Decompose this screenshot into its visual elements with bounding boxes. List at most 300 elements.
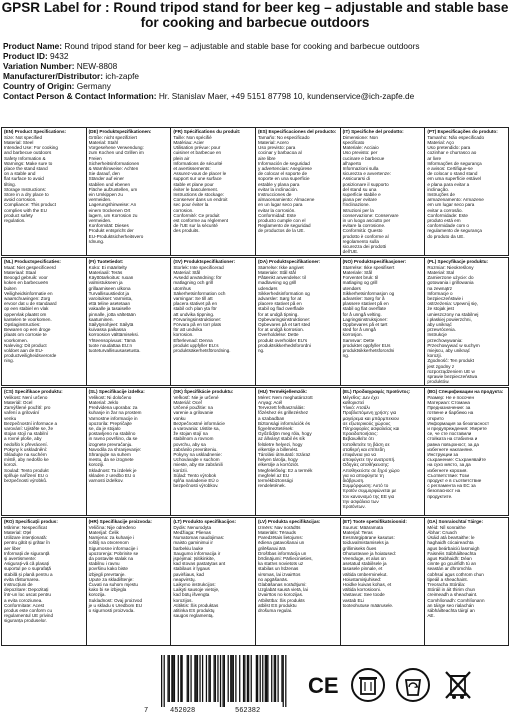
spec-line: soporte en una superficie <box>258 176 310 182</box>
spec-line: főzéshez és grillezéshez <box>258 410 309 416</box>
spec-cell <box>424 128 509 255</box>
spec-line: elkerülje a billenést. <box>258 446 299 452</box>
spec-line: atbilst ES produktu <box>258 602 297 608</box>
spec-line: Αποθηκεύστε σε ξηρό χώρο <box>342 467 400 473</box>
spec-cell <box>86 258 171 385</box>
spec-line: Material: Acero <box>258 139 289 145</box>
spec-line: Käyttötarkoitus: ruoan <box>88 275 134 281</box>
spec-line: povrchu, aby sa <box>173 441 206 447</box>
spec-line: Информация за безопасност <box>427 420 490 426</box>
spec-line: се, че сте поставили <box>427 431 472 437</box>
spec-line: plassere stativet på en <box>342 301 389 307</box>
spec-line: e plana para evitar a <box>427 181 470 187</box>
spec-line: Opslaginstructies: <box>4 321 41 327</box>
spec-line: produkt overholder EU's <box>258 337 308 343</box>
spec-line: Naleving: Dit product <box>4 342 47 348</box>
rubbish-bin-icon <box>350 667 386 703</box>
spec-line: Sie darauf, den <box>88 171 120 177</box>
spec-line: a rovné ploše, aby <box>4 436 42 442</box>
spec-line: Dimensione: Non <box>342 134 378 140</box>
spec-line: Atbilstība: Šis produkts <box>258 597 305 603</box>
barcode-bar <box>210 655 211 702</box>
spec-line: evita răsturnarea. <box>4 576 40 582</box>
spec-line: produktsikkerhedsforordni <box>258 342 311 348</box>
spec-line: madlavning og grill <box>258 280 297 286</box>
barcode-bar <box>173 655 174 702</box>
spec-line: EU-Produktsicherheitsvero <box>88 233 144 239</box>
spec-line: virsmas, lai izvairītos <box>258 571 301 577</box>
spec-line: Velikost: Ni določeno <box>88 394 132 400</box>
spec-line: Hoiustamisjuhised: <box>342 576 382 582</box>
spec-line: Produkt entspricht der <box>88 228 134 234</box>
spec-line: продукт е в съответствие <box>427 477 482 483</box>
spec-line: voorkomen. <box>4 337 29 343</box>
spec-cell <box>86 388 171 515</box>
spec-line: продуктите. <box>427 493 453 499</box>
spec-line: Koko: Ei määritelty <box>88 264 127 270</box>
spec-line: and barbecue outdoors <box>4 150 52 156</box>
barcode-bar <box>181 655 182 702</box>
spec-line: termékbiztonsági <box>258 477 293 483</box>
spec-cell <box>340 128 425 255</box>
barcode-bar <box>208 655 209 702</box>
spec-line: de l'UE sur la sécurité <box>173 223 218 229</box>
spec-row <box>1 517 509 646</box>
spec-heading: (SK) Špecifikácie produktu: <box>173 389 234 394</box>
spec-line: & Warnhinweise: Achten <box>88 165 139 171</box>
barcode-bar <box>262 655 263 702</box>
spec-line: Varnostne informacije in <box>88 415 138 421</box>
spec-line: on a stable and <box>4 171 36 177</box>
spec-line: produktsikkerhetsforordni <box>342 347 395 353</box>
spec-line: Warnings: Make sure to <box>4 160 53 166</box>
spec-line: την ασφάλεια των <box>342 498 379 504</box>
spec-line: korrosjon. <box>342 332 363 338</box>
spec-line: Numatomas naudojimas: <box>173 535 225 541</box>
spec-heading: (EN) Product Specifications: <box>4 129 67 134</box>
spec-cell <box>340 388 425 515</box>
spec-line: complies with the EU <box>4 207 47 213</box>
info-label: Product ID: <box>3 51 48 61</box>
spec-line: in un luogo asciutto per <box>342 217 391 223</box>
spec-line: seastán ar dhromchla <box>427 566 472 572</box>
spec-line: Izmērs: Nav norādīts <box>258 524 301 530</box>
spec-cell <box>170 388 255 515</box>
barcode-bar <box>239 655 240 702</box>
spec-line: creimeadh a sheachaint. <box>427 592 478 598</box>
spec-heading: (HU) Termékjellemzők: <box>258 389 308 394</box>
info-label: Product Name: <box>3 41 63 51</box>
spec-line: megfelel az EU <box>258 472 290 478</box>
spec-line: valmistukseen ja <box>88 280 123 286</box>
spec-line: προειδοποιήσεις: <box>342 431 378 437</box>
spec-line: επιφάνεια για να <box>342 451 377 457</box>
barcode-digits-mid: 452028 <box>170 707 196 715</box>
spec-cell <box>170 128 255 255</box>
spec-line: upozorenja: Pobrinite se <box>88 550 139 556</box>
spec-line: korózii. <box>173 467 188 473</box>
spec-line: Opbevaringsinstruktioner: <box>258 316 311 322</box>
spec-line: Πληροφορίες ασφαλείας και <box>342 425 400 431</box>
spec-line: rendeletének. <box>258 483 286 489</box>
barcode-bar <box>224 655 225 707</box>
spec-line: sprawie bezpieczeństwa <box>427 373 478 379</box>
spec-line: mieste, aby ste zabránili <box>173 462 223 468</box>
barcode-bar <box>202 655 203 702</box>
spec-line: Utilisation prévue: pour <box>173 145 221 151</box>
spec-line: varování: Ujistěte se, že <box>4 425 54 431</box>
spec-line: Dydis: Nenurodyta <box>173 524 212 530</box>
spec-line: Uchovávajte v suchom <box>173 457 220 463</box>
spec-line: pentru gătit și grătar în <box>4 540 50 546</box>
spec-line: τον κανονισμό της ΕΕ για <box>342 493 395 499</box>
spec-line: Sukladnost: Ovaj proizvod <box>88 597 143 603</box>
info-label: Variation Number: <box>3 61 75 71</box>
spec-line: Οδηγίες αποθήκευσης: <box>342 462 390 468</box>
barcode-bar <box>197 655 198 702</box>
spec-line: Méid: Níl sonraithe <box>427 524 466 530</box>
spec-line: ein Umkippen zu <box>88 191 123 197</box>
spec-line: Conserver dans un endroit <box>173 197 228 203</box>
spec-line: o sigurnosti proizvoda. <box>88 607 135 613</box>
spec-line: stable et plane pour <box>173 181 214 187</box>
spec-line: produktet oppfyller EUs <box>342 342 391 348</box>
spec-line: Material: Aço <box>427 139 454 145</box>
spec-line: Intended Use: For cooking <box>4 145 58 151</box>
spec-line: evitar la corrosión. <box>258 207 296 213</box>
spec-line: ar livre <box>427 155 442 161</box>
spec-line: Skladujte na suchém <box>4 451 47 457</box>
spec-line: Zgodność: Ten produkt <box>427 358 474 364</box>
spec-line: mestu, da se izognete <box>88 457 134 463</box>
barcode-bar <box>220 655 221 707</box>
spec-heading: (ES) Especificaciones del producto: <box>258 129 337 134</box>
spec-line: evitar a corrosão. <box>427 207 463 213</box>
spec-line: Ständer auf einer <box>88 176 124 182</box>
spec-line: stabil og flat overflate <box>342 306 387 312</box>
spec-line: evitar la inclinación. <box>258 186 299 192</box>
spec-line: Eesmärgipärane kasutus: <box>342 535 395 541</box>
spec-line: Reglamento de seguridad <box>258 223 311 229</box>
spec-line: Saugumo informacija ir <box>173 550 221 556</box>
spec-line: em uma superfície estável <box>427 176 481 182</box>
barcode-bar <box>167 655 168 702</box>
spec-line: Utilizare intenționată: <box>4 535 47 541</box>
spec-line: placere stativet på en <box>258 301 302 307</box>
spec-line: Materiál: Oceľ <box>173 399 202 405</box>
spec-line: support sur une surface <box>173 176 222 182</box>
spec-line: Conformité: Ce produit <box>173 212 220 218</box>
spec-line: do produto da UE. <box>427 233 465 239</box>
spec-line: stojan stojí na stabilní <box>4 431 49 437</box>
spec-line: agus beárbaiciú lasmuigh <box>427 545 480 551</box>
spec-line: Materijal: Čelik <box>88 529 119 535</box>
info-line <box>3 81 508 91</box>
spec-line: Materiale: Stål <box>342 269 373 275</box>
spec-line: Materiāls: Tērauds <box>258 529 296 535</box>
spec-line: Material: Stahl <box>88 139 119 145</box>
spec-line: lagern, um Korrosion zu <box>88 212 138 218</box>
spec-line: plaats om corrosie te <box>4 332 47 338</box>
spec-line: vaření a grilování <box>4 410 40 416</box>
barcode-bar <box>260 655 261 702</box>
spec-line: Určené použitie: na <box>173 405 213 411</box>
spec-line: barbekiu lauke <box>173 545 204 551</box>
spec-line: bezpieczeństwie i <box>427 295 464 301</box>
spec-line: Medžiaga: Plienas <box>173 529 211 535</box>
spec-line: Matériau: Acier <box>173 139 204 145</box>
spec-line: Instrukcje <box>427 332 447 338</box>
spec-line: Úsáid atá beartaithe: le <box>427 535 475 541</box>
spec-line: sec pour éviter la <box>173 202 209 208</box>
spec-line: stabilen und ebenen <box>88 181 131 187</box>
spec-cell <box>170 258 255 385</box>
spec-line: kuhanje in žar na prostem <box>88 410 142 416</box>
spec-line: vonku <box>173 415 186 421</box>
spec-cell <box>340 518 425 645</box>
spec-line: jest zgodny z <box>427 363 455 369</box>
barcode-bar <box>213 655 214 702</box>
spec-line: stabilnom a rovnom <box>173 436 214 442</box>
barcode-bar <box>217 655 218 702</box>
spec-line: bezpečnosti výrobků. <box>4 477 48 483</box>
spec-line: Efterlevnad: Denna <box>173 337 213 343</box>
spec-line: готвене и барбекю на <box>427 410 474 416</box>
spec-line: Größe: nicht spezifiziert <box>88 134 137 140</box>
spec-line: vermeiden. <box>88 197 112 203</box>
spec-line: splňuje nařízení EU o <box>4 472 48 478</box>
spec-line: regulamentul UE privind <box>4 613 54 619</box>
spec-line: superficie stabile e <box>342 191 381 197</box>
spec-line: Informações de segurança <box>427 160 482 166</box>
spec-line: Vorgesehene Verwendung: <box>88 145 144 151</box>
spec-line: Informacje o <box>427 290 453 296</box>
spec-line: Store in a dry place to <box>4 191 49 197</box>
spec-heading: (IT) Specifiche del prodotto: <box>342 129 404 134</box>
spec-line: τοποθετείτε τη βάση σε <box>342 441 390 447</box>
spec-cell <box>424 388 509 515</box>
spec-line: maisto gaminimui ir <box>173 540 213 546</box>
spec-line: Stóráil in áit thirim chun <box>427 587 476 593</box>
spec-line: prodotto è conforme al <box>342 233 389 239</box>
spec-line: Uso previsto: per <box>342 150 378 156</box>
barcode-bar <box>187 655 188 702</box>
barcode-bar <box>243 655 244 702</box>
spec-line: Navodila za shranjevanje: <box>88 446 142 452</box>
spec-line: plein air <box>173 155 190 161</box>
spec-line: равна повърхност, за да <box>427 441 479 447</box>
spec-line: Påtænkt anvendelse: til <box>258 275 306 281</box>
spec-line: Συμμόρφωση: Αυτό το <box>342 483 389 489</box>
spec-line: Veiligheidsinformatie en <box>4 290 53 296</box>
spec-line: siguranța produselor. <box>4 618 47 624</box>
spec-line: armazenamento: Armazene <box>427 197 484 203</box>
spec-line: spĺňa nariadenie EÚ o <box>173 477 219 483</box>
spec-line: Sikkerhedsinformation og <box>258 290 310 296</box>
spec-line: Comhlíonadh: Comhlíonann <box>427 597 485 603</box>
spec-line: vastab ELi <box>342 597 365 603</box>
spec-line: utendørs <box>342 285 361 291</box>
spec-line: Material: Stål <box>173 269 201 275</box>
spec-line: Förvara på en torr plats <box>173 321 222 327</box>
spec-line: varnosti izdelkov. <box>88 477 124 483</box>
spec-line: Uso pretendido: para <box>427 145 471 151</box>
spec-line: Materiał: Stal <box>427 269 455 275</box>
barcode-bar <box>256 655 257 702</box>
spec-line: Instrucciones de <box>258 191 292 197</box>
spec-line: Size: Not specified <box>4 134 43 140</box>
spec-line: Przechowywać w suchym <box>427 342 480 348</box>
spec-line: tooteohutuse määrusele. <box>342 602 394 608</box>
spec-line: toiduvalmistamiseks ja <box>342 540 389 546</box>
spec-line: des produits. <box>173 228 200 234</box>
spec-line: Freien <box>88 155 102 161</box>
spec-heading: (FR) Spécifications du produit: <box>173 129 241 134</box>
spec-line: umieszczony na stabilnej <box>427 311 479 317</box>
footer <box>0 655 510 719</box>
spec-line: Materiale: Acciaio <box>342 145 379 151</box>
info-value: ich-zapfe <box>105 71 140 81</box>
barcode-bar <box>235 655 236 702</box>
spec-line: että teline asetetaan <box>88 301 131 307</box>
spec-line: Uso previsto: para <box>258 145 296 151</box>
spec-cell <box>1 128 86 255</box>
barcode-bar <box>244 655 245 702</box>
spec-line: Μέγεθος: Δεν έχει <box>342 394 379 400</box>
spec-line: ka statīvs novietots uz <box>258 561 304 567</box>
spec-line: μαγείρεμα και μπάρμπεκιου <box>342 415 400 421</box>
spec-heading: (DE) Produktspezifikationen: <box>88 129 152 134</box>
spec-line: för att undvika <box>173 327 203 333</box>
spec-line: se, da je stojalo <box>88 425 121 431</box>
barcode-bar <box>199 655 200 702</box>
spec-line: Hoidke kuivas kohas, et <box>342 581 392 587</box>
spec-line: kaatuminen. <box>88 316 114 322</box>
spec-line: Storage Instructions: <box>4 186 47 192</box>
spec-line: Treoracha Stórála: <box>427 581 466 587</box>
spec-line: bezpečnosti výrobkov. <box>173 483 219 489</box>
spec-line: produto está em <box>427 217 461 223</box>
spec-line: att undvika tippning. <box>173 311 215 317</box>
spec-line: Материал: Стомана <box>427 399 470 405</box>
info-value: NEW-8808 <box>76 61 118 71</box>
spec-line: almacenamiento: Almacene <box>258 197 315 203</box>
spec-line: je u skladu s Uredbom EU <box>88 602 143 608</box>
spec-line: de productos de la UE. <box>258 228 305 234</box>
spec-line: ervoor dat u de standaard <box>4 301 57 307</box>
info-line <box>3 61 508 71</box>
spec-line: Istruzioni per la <box>342 207 374 213</box>
spec-line: Suurus: Määramata <box>342 524 383 530</box>
spec-line: Glabāšanas norādījumi: <box>258 581 307 587</box>
spec-line: product safety <box>4 212 33 218</box>
spec-line: neapvirstų. <box>173 576 196 582</box>
spec-line: est conforme au règlement <box>173 217 228 223</box>
spec-line: Materjal: Teras <box>342 529 373 535</box>
spec-line: posizionare il supporto <box>342 181 389 187</box>
spec-line: conservazione: Conservare <box>342 212 399 218</box>
spec-line: in ravno površino, da se <box>88 436 138 442</box>
spec-line: stabil och plan yta för <box>173 306 217 312</box>
spec-line: korozija. <box>88 592 106 598</box>
spec-line: cocinar y barbacoa al <box>258 150 302 156</box>
spec-line: διάβρωση. <box>342 477 365 483</box>
spec-line: postavljeno na stabilno <box>88 431 136 437</box>
spec-line: Asigurați-vă că plasați <box>4 561 49 567</box>
spec-line: într-un loc uscat pentru <box>4 592 51 598</box>
spec-line: że stojak jest <box>427 306 454 312</box>
spec-line: Atitiktis: Šis produktas <box>173 602 219 608</box>
spec-line: varningar: Se till att <box>173 295 213 301</box>
spec-line: éviter le basculement. <box>173 186 219 192</box>
spec-line: no apgāšanās. <box>258 576 289 582</box>
spec-line: Предназначение: за <box>427 405 471 411</box>
spec-line: kantelen te voorkomen. <box>4 316 52 322</box>
spec-line: αποφύγετε την ανατροπή. <box>342 457 396 463</box>
spec-line: cinnte go gcuirfidh tú an <box>427 561 477 567</box>
spec-line: suportul pe o suprafață <box>4 566 51 572</box>
spec-line: oppervlak plaatst om <box>4 311 47 317</box>
spec-line: dell'UE. <box>342 249 359 255</box>
spec-line: избегнете накланяне. <box>427 446 474 452</box>
spec-line: stabilaus ir lygaus <box>173 566 210 572</box>
spec-line: et avertissements: <box>173 165 211 171</box>
spec-line: Materiale: Stål stål <box>258 269 296 275</box>
spec-line: Uzglabāt sausā vietā, lai <box>258 587 308 593</box>
spec-line: Avsedd användning: för <box>173 275 222 281</box>
spec-cell <box>170 518 255 645</box>
spec-line: Compliance: This product <box>4 202 57 208</box>
spec-line: Инструкции за <box>427 451 459 457</box>
spec-line: producto cumple con el <box>258 217 306 223</box>
spec-line: stabilas un līdzenas <box>258 566 299 572</box>
spec-line: Turvallisuustiedot ja <box>88 290 130 296</box>
spec-line: rozporządzeniem UE w <box>427 368 475 374</box>
spec-line: Drošības informācija un <box>258 550 307 556</box>
spec-line: vakaalle ja tasaiselle <box>88 306 131 312</box>
spec-line: σταθερή και επίπεδη <box>342 446 385 452</box>
spec-line: Mărime: Nespecificat <box>4 524 47 530</box>
spec-heading: (RO) Specificații produs: <box>4 519 58 524</box>
spec-line: Oppbevares på et tørt <box>342 321 388 327</box>
spec-line: pinnalle, jotta vältetään <box>88 311 136 317</box>
spec-line: stabilă și plană pentru a <box>4 571 53 577</box>
spec-line: koken en barbecueën <box>4 280 49 286</box>
barcode-bar <box>178 655 179 702</box>
barcode-bar <box>275 655 276 702</box>
spec-line: tuoteturvallisuusasetusta. <box>88 347 141 353</box>
spec-line: Zamýšlené použití: pro <box>4 405 51 411</box>
page-title: GPSR Label for : Round tripod stand for beer keg – adjustable and stable base for cooking and barbecue outdoors <box>1 0 509 30</box>
spec-line: vältida ümberminekut. <box>342 571 388 577</box>
spec-line: felületre helyezi, hogy <box>258 441 303 447</box>
spec-line: vältida korrosiooni. <box>342 587 381 593</box>
spec-line: Pokyny k uskladnění: <box>4 446 48 452</box>
spec-line: aer liber <box>4 545 21 551</box>
spec-cell <box>1 388 86 515</box>
spec-line: ēdiena gatavošanai un <box>258 540 305 546</box>
barcode-bar <box>231 655 232 702</box>
spec-line: Pokyny na uskladnenie: <box>173 451 222 457</box>
spec-line: atitinka ES produktų <box>173 607 215 613</box>
barcode-bar <box>161 655 162 707</box>
spec-line: helyen tárolja, hogy <box>258 457 298 463</box>
spec-line: Bezpečnostné informácie <box>173 420 225 426</box>
spec-line: drošuma regulai. <box>258 607 293 613</box>
spec-line: Shranjujte na suhem <box>88 451 131 457</box>
spec-line: Fläche aufzustellen, um <box>88 186 138 192</box>
spec-line: Säkerhetsinformation och <box>173 290 226 296</box>
